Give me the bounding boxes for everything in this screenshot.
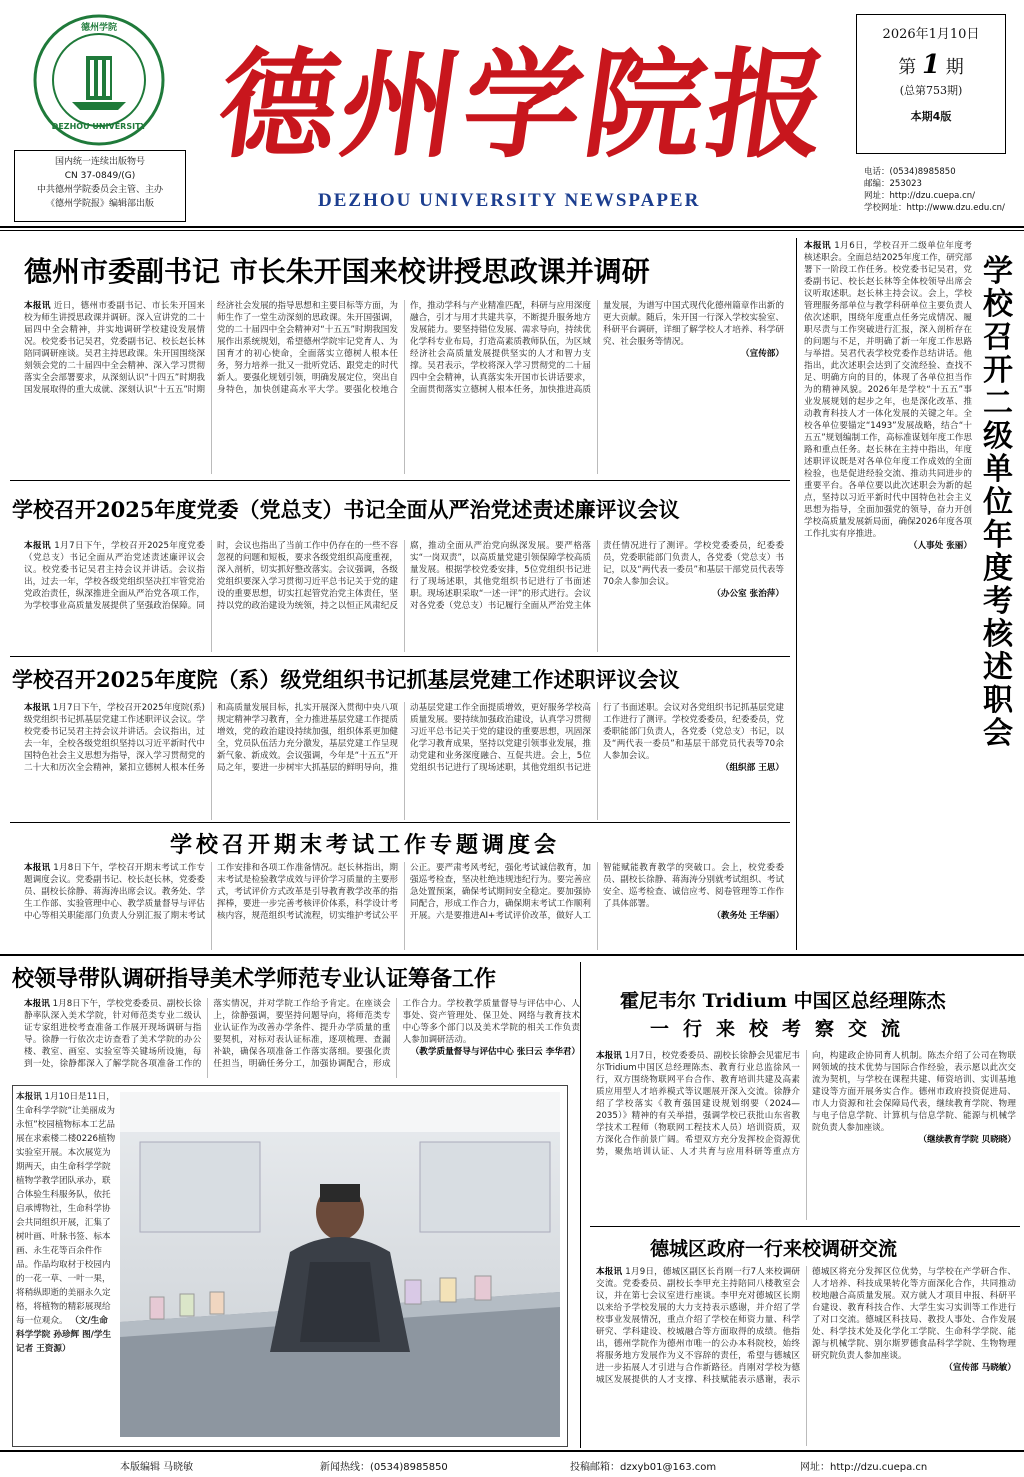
photo-caption-text: 1月10日是11日，生命科学学院“让美丽成为永恒”校园植物标本工艺品展在求索楼二楼0226植物实验室开展。本次展览为期两天，由生命科学学院植物学教学团队承办，联合体验生科服务队，依托启承博物社，生命科学协会共同组织开展，汇集了树叶画、叶脉书签、标本画、永生花等百余件作品。作品均取材于校园内的一花一草、一叶一果，将稍纵即逝的美丽永久定格，将植物的精彩展现给每一位观众。 bbox=[16, 1092, 116, 1326]
article-4-body bbox=[24, 862, 784, 950]
article-6-lead: 本报讯 bbox=[804, 241, 832, 251]
article-3-text: 1月7日下午，学校召开2025年度院(系)级党组织书记抓基层党建工作述职评议会议。学校党委书记吴君主持会议并讲话。会议指出，过去一年，全校各级党组织坚持以习近平新时代中国特色社会主义思想为指导，深入学习贯彻党的二十大和历次全会精神，紧扣立德树人根本任务和高质量发展目标，扎实开展深入贯彻中央八项规定精神学习教育，全力推进基层党建工作提质增效，党的政治建设持续加强，组织体系更加健全，党员队伍活力充分激发，基层党建工作呈现新气象、新成效。会议强调，今年是“十五五”开局之年，要进一步树牢大抓基层的鲜明导向，推动基层党建工作全面提质增效，更好服务学校高质量发展。要持续加强政治建设，认真学习贯彻习近平总书记关于党的建设的重要思想，巩固深化学习教育成果，坚持以党建引领事业发展，推动党建和业务深度融合、互促共进。会上，5位党组织书记进行了现场述职，其他党组织书记进行了书面述职。会议对各党组织书记抓基层党建工作进行了测评。学校党委委员，纪委委员，党委职能部门负责人，各党委（党总支）书记，以及“两代表一委员”和基层干部党员代表等70余人参加会议。 bbox=[24, 703, 784, 773]
pub-line-3: 中共德州学院委员会主管、主办 bbox=[36, 185, 163, 195]
footer-web[interactable]: 网址：http://dzu.cuepa.cn bbox=[800, 1462, 928, 1473]
article-2-byline: （办公室 张治萍） bbox=[712, 589, 784, 599]
header-rule bbox=[0, 226, 1024, 228]
article-3-body bbox=[24, 702, 784, 820]
article-2-lead: 本报讯 bbox=[24, 541, 52, 551]
divider-2 bbox=[10, 656, 790, 657]
article-3-headline: 学校召开2025年度院（系）级党组织书记抓基层党建工作述职评议会议 bbox=[12, 667, 680, 692]
article-7-lead: 本报讯 bbox=[596, 1051, 622, 1061]
contact-website[interactable]: 网址：http://dzu.cuepa.cn/ bbox=[864, 191, 976, 201]
article-7-headline-line2: 一行来校考察交流 bbox=[650, 1018, 915, 1040]
article-3-byline: （组织部 王思） bbox=[720, 763, 784, 773]
article-4-lead: 本报讯 bbox=[24, 863, 51, 873]
article-4-headline: 学校召开期末考试工作专题调度会 bbox=[170, 832, 561, 858]
photo-caption bbox=[16, 1090, 116, 1440]
article-6-text: 1月6日，学校召开二级单位年度考核述职会。全面总结2025年度工作，研究部署下一阶段工作任务。校党委书记吴君，党委副书记、校长赵长林等全体校领导出席会议听取述职。赵长林主持会议。会上，学校管理服务部单位与教学科研单位主要负责人依次述职，围绕年度重点任务完成情况、履职尽责与工作突破进行汇报，深入剖析存在的问题与不足，并明确了新一年度工作思路与举措。吴君代表学校党委作总结讲话。他指出，此次述职会达到了交流经验、查找不足、明确方向的目的，体现了各单位担当作为的精神风貌。2026年是学校“十五五”事业发展规划的起步之年，也是深化改革、推动教育科技人才一体化发展的关键之年。全校各单位要锚定“1493”发展战略，结合“十五五”规划编制工作，高标准谋划年度工作思路和重点任务。赵长林在主持中指出，年度述职评议既是对各单位年度工作成效的全面检验，也是促进经验交流、推动共同进步的重要平台。各单位要以此次述职会为新的起点，坚持以习近平新时代中国特色社会主义思想为指导，全面加强党的领导，奋力开创学校高质量发展新局面，确保2026年度各项工作扎实有序推进。 bbox=[804, 241, 972, 539]
article-2-body bbox=[24, 540, 784, 652]
article-2-headline: 学校召开2025年度党委（党总支）书记全面从严治党述责述廉评议会议 bbox=[12, 497, 680, 522]
article-4-byline: （教务处 王华丽） bbox=[712, 911, 784, 921]
header-rule-thin bbox=[0, 230, 1024, 231]
footer bbox=[0, 1452, 1024, 1477]
article-8-headline: 德城区政府一行来校调研交流 bbox=[650, 1238, 898, 1260]
exhibition-photo bbox=[120, 1092, 560, 1437]
divider-7 bbox=[590, 1226, 1020, 1227]
pub-line-1: 国内统一连续出版物号 bbox=[54, 157, 145, 167]
article-6-body bbox=[804, 240, 972, 946]
logo-text-en: DEZHOU UNIVERSITY bbox=[51, 122, 147, 131]
issue-total: (总第753期) bbox=[899, 84, 963, 97]
article-1-text: 近日，德州市委副书记、市长朱开国来校为师生讲授思政课并调研。深入宣讲党的二十届四中全会精神，并实地调研学校建设发展情况。校党委书记吴君，党委副书记、校长赵长林陪同调研座谈。吴君主持思政课。朱开国围绕深刻领会党的二十届四中全会精神、深入学习贯彻落实全会部署要求，从深刻认识“十四五”时期我国发展取得的重大成就、深刻认识“十五五”时期经济社会发展的指导思想和主要目标等方面，为师生作了一堂生动深刻的思政课。朱开国强调，党的二十届四中全会精神对“十五五”时期我国发展作出系统规划，希望德州学院牢记党育人、为国育才的初心使命，全面落实立德树人根本任务，努力培养一批又一批听党话、跟党走的时代新人。要强化规划引领，明确发展定位，突出自身特色，加快创建高水平大学。要强化校地合作，推动学科与产业精准匹配，科研与应用深度融合，引才与用才共建共享，不断提升服务地方发展能力。要坚持错位发展、需求导向，持续优化学科专业布局，打造高素质教师队伍，为区域经济社会高质量发展提供坚实的人才和智力支撑。吴君表示，学校将深入学习贯彻党的二十届四中全会精神，认真落实朱开国市长讲话要求，全面贯彻落实立德树人根本任务，加快推进高质量发展，为谱写中国式现代化德州篇章作出新的更大贡献。随后，朱开国一行深入学校实验室、科研平台调研，详细了解学校人才培养、科学研究、社会服务等情况。 bbox=[24, 301, 784, 395]
issue-box bbox=[856, 14, 1006, 154]
divider-3 bbox=[10, 822, 790, 823]
article-2-text: 1月7日下午，学校召开2025年度党委（党总支）书记全面从严治党述责述廉评议会议。校党委书记吴君主持会议并讲话。会议指出，过去一年，学校各级党组织坚决扛牢管党治党政治责任，纵深推进全面从严治党各项工作，为学校事业高质量发展提供了坚强政治保障。同时，会议也指出了当前工作中仍存在的一些不容忽视的问题和短板，要求各级党组织高度重视，深入剖析，切实抓好整改落实。会议强调，各级党组织要深入学习贯彻习近平总书记关于党的建设的重要思想，切实扛起管党治党主体责任，坚持以党的政治建设为统领，持之以恒正风肃纪反腐，推动全面从严治党向纵深发展。要严格落实“一岗双责”，以高质量党建引领保障学校高质量发展。根据学校党委安排，5位党组织书记进行了现场述职，其他党组织书记进行了书面述职。现场述职采取“一述一评”的形式进行。会议对各党委（党总支）书记履行全面从严治党主体责任情况进行了测评。学校党委委员，纪委委员，党委职能部门负责人，各党委（党总支）书记，以及“两代表一委员”和基层干部党员代表等70余人参加会议。 bbox=[24, 541, 784, 611]
photo-caption-credit: （文/生命科学学院 孙珍辉 图/学生记者 王资源） bbox=[16, 1316, 112, 1354]
right-column-divider bbox=[796, 238, 797, 950]
article-8-lead: 本报讯 bbox=[596, 1267, 623, 1277]
pub-line-4: 《德州学院报》编辑部出版 bbox=[45, 199, 154, 209]
article-5-lead: 本报讯 bbox=[24, 999, 50, 1009]
article-7-byline: （继续教育学院 贝晓晓） bbox=[918, 1135, 1016, 1145]
issue-suffix: 期 bbox=[945, 57, 964, 78]
publication-info bbox=[14, 150, 186, 222]
footer-hotline: 新闻热线：(0534)8985850 bbox=[320, 1462, 448, 1473]
contact-school-site[interactable]: 学校网址：http://www.dzu.edu.cn/ bbox=[864, 203, 1005, 213]
article-1-headline: 德州市委副书记 市长朱开国来校讲授思政课并调研 bbox=[24, 255, 650, 288]
pub-line-2: CN 37-0849/(G) bbox=[64, 171, 136, 181]
footer-email[interactable]: 投稿邮箱：dzxyb01@163.com bbox=[570, 1462, 717, 1473]
article-8-byline: （宣传部 马晓敏） bbox=[944, 1363, 1016, 1373]
article-5-byline: （教学质量督导与评估中心 张曰云 李华君） bbox=[410, 1047, 580, 1057]
footer-editor: 本版编辑 马晓敏 bbox=[120, 1462, 194, 1473]
divider-1 bbox=[10, 480, 790, 481]
contact-phone: 电话：(0534)8985850 bbox=[864, 167, 956, 177]
university-logo bbox=[14, 10, 184, 150]
issue-prefix: 第 bbox=[898, 57, 917, 78]
issue-date: 2026年1月10日 bbox=[882, 27, 980, 42]
article-7-text: 1月7日，校党委委员、副校长徐静会见霍尼韦尔Tridium中国区总经理陈杰、教育行业总监徐风一行，双方围绕物联网平台合作、教育培训共建及高素质应用型人才培养模式等议题展开深入交流。徐静介绍了学校落实《教育强国建设规划纲要（2024—2035）》精神的有关举措，强调学校已获批山东省教学技术工程师（物联网工程技术人员）培训资质，双方深化合作前景广阔。希望双方充分发挥校企资源优势，聚焦培训认证、人才共育与应用科研等重点方向，构建政企协同育人机制。陈杰介绍了公司在物联网领域的技术优势与国际合作经验，表示愿以此次交流为契机，与学校在课程共建、师资培训、实训基地建设等方面开展务实合作。德州市政府投资促进局、市人力资源和社会保障局代表，继续教育学院、物理与电子信息学院、计算机与信息学院、能源与机械学院负责人参加座谈。 bbox=[596, 1051, 1016, 1157]
mid-rule bbox=[0, 954, 1024, 956]
article-5-headline: 校领导带队调研指导美术学师范专业认证筹备工作 bbox=[12, 966, 497, 992]
article-7-body bbox=[596, 1050, 1016, 1220]
lower-column-divider bbox=[580, 962, 581, 1448]
article-1-byline: （宣传部） bbox=[741, 349, 784, 359]
issue-number: 1 bbox=[921, 50, 941, 80]
issue-editions: 本期4版 bbox=[910, 110, 952, 123]
article-7-headline-line1: 霍尼韦尔 Tridium 中国区总经理陈杰 bbox=[620, 990, 946, 1012]
article-5-body bbox=[24, 998, 580, 1078]
issue-number-line bbox=[857, 50, 1005, 80]
masthead-title: 德州学院报 bbox=[210, 35, 840, 174]
article-6-byline: （人事处 张丽） bbox=[908, 541, 972, 551]
logo-text-top: 德州学院 bbox=[80, 23, 117, 33]
masthead bbox=[210, 30, 840, 185]
contact-postcode: 邮编：253023 bbox=[864, 179, 922, 189]
contact-info bbox=[864, 166, 1024, 214]
photo-caption-lead: 本报讯 bbox=[16, 1092, 42, 1102]
masthead-subtitle-en: DEZHOU UNIVERSITY NEWSPAPER bbox=[318, 190, 701, 211]
article-3-lead: 本报讯 bbox=[24, 703, 50, 713]
article-1-body bbox=[24, 300, 784, 474]
article-1-lead: 本报讯 bbox=[24, 301, 51, 311]
article-5-text: 1月8日下午，学校党委委员、副校长徐静率队深入美术学院，针对师范类专业二级认证专家组进校考查准备工作展开现场调研与指导。徐静一行依次走访查看了美术学院的办公楼、教室、画室、实验室等关键场所设施，每到一处，徐静都深入了解学院各项准备工作的落实情况，并对学院工作给予肯定。在座谈会上，徐静强调，要坚持问题导向，将师范类专业认证作为改善办学条件、提升办学质量的重要契机，对标对表认证标准，逐项梳理、查漏补缺，确保各项准备工作落实落细。要强化责任担当，明确任务分工，加强协调配合，形成工作合力。学校教学质量督导与评估中心、人事处、资产管理处、保卫处、网络与教育技术中心等多个部门以及美术学院的相关工作负责人参加调研活动。 bbox=[24, 999, 580, 1069]
article-6-headline: 学校召开二级单位年度考核述职会 bbox=[983, 254, 1013, 751]
article-4-text: 1月8日下午，学校召开期末考试工作专题调度会议。党委副书记、校长赵长林，党委委员、副校长徐静、蒋海涛出席会议。教务处、学生工作部、实验管理中心、教学质量督导与评估中心等相关职能部门负责人分别汇报了期末考试工作安排和各项工作准备情况。赵长林指出，期末考试是检验教学成效与评价学习质量的主要形式，考试评价方式改革是引导教育教学改革的指挥棒，要进一步完善考核评价体系，科学设计考核内容，规范组织考试流程，切实维护考试公平公正。要严肃考风考纪，强化考试诚信教育，加强巡考检查，坚决杜绝违规违纪行为。要完善应急处置预案，确保考试期间安全稳定。要加强协同配合，形成工作合力，确保期末考试工作顺利开展。六是要推进AI+考试评价改革，做好人工智能赋能教育教学的突破口。会上，校党委委员、副校长徐静、蒋海涛分别就考试组织、考试安全、巡考检查、诚信应考、阅卷管理等工作作了具体部署。 bbox=[24, 863, 784, 921]
article-8-text: 1月9日，德城区副区长肖刚一行7人来校调研交流。党委委员、副校长李甲充主持陪同八楼教室会议，并在第七会议室进行座谈。李甲充对德城区长期以来给予学校发展的大力支持表示感谢，并介绍了学校事业发展情况，重点介绍了学校在师资力量、科学研究、学科建设、校城融合等方面取得的成绩。他指出，德州学院作为德州市唯一的公办本科院校，始终将服务地方发展作为义不容辞的责任，希望与德城区进一步拓展人才引进与合作新路径。肖刚对学校为德城区发展提供的人才支撑、科技赋能表示感谢，表示德城区将充分发挥区位优势，与学校在产学研合作、人才培养、科技成果转化等方面深化合作，共同推动校地融合高质量发展。双方就人才项目申报、科研平台建设、教育科技合作、大学生实习实训等工作进行了对口交流。德城区科技局、教投人事处、合作发展处、科学技术处及化学化工学院、生命科学学院、能源与机械学院、别尔斯罗德食品科学学院、生物物理研究院负责人参加座谈。 bbox=[596, 1267, 1016, 1385]
article-8-body bbox=[596, 1266, 1016, 1446]
